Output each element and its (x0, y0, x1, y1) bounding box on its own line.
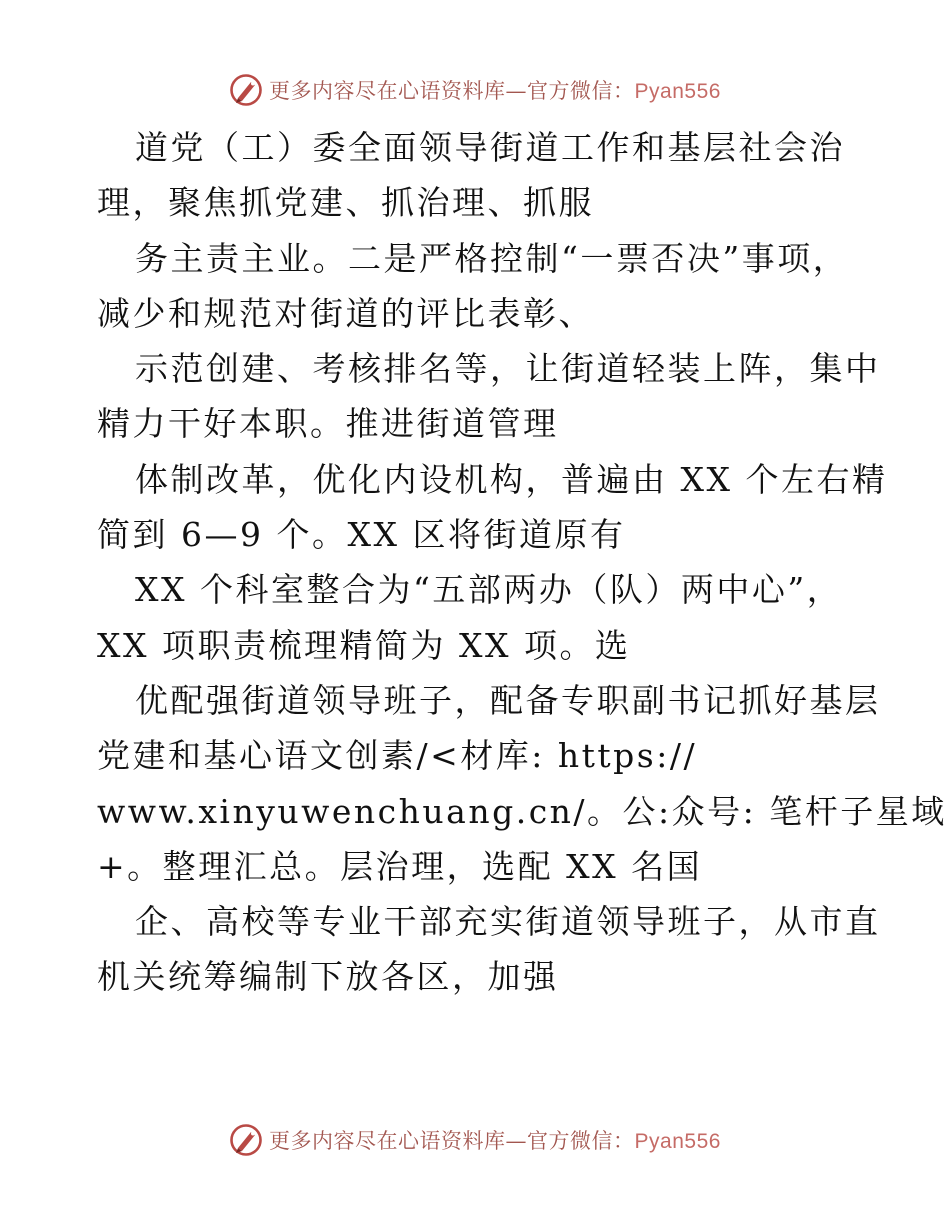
pen-logo-icon (229, 73, 263, 107)
document-line: +。整理汇总。层治理，选配 XX 名国 (97, 846, 703, 886)
document-line: 简到 6—9 个。XX 区将街道原有 (97, 515, 626, 555)
document-line: 减少和规范对街道的评比表彰、 (97, 293, 594, 333)
header-banner (0, 70, 950, 110)
document-line: 道党（工）委全面领导街道工作和基层社会治 (135, 128, 845, 167)
document-line: 党建和基心语文创素/<材库: https:// (97, 736, 698, 776)
document-line: 企、高校等专业干部充实街道领导班子，从市直 (135, 902, 881, 942)
document-line: 务主责主业。二是严格控制“一票否决”事项， (135, 238, 849, 278)
document-line: 体制改革，优化内设机构，普遍由 XX 个左右精 (135, 459, 888, 499)
document-line: XX 个科室整合为“五部两办（队）两中心”， (135, 570, 843, 610)
footer-banner-text (269, 1125, 721, 1155)
document-line: 示范创建、考核排名等，让街道轻装上阵，集中 (135, 349, 881, 389)
document-body (97, 120, 947, 1005)
footer-banner-wechat-id: Pyan556 (634, 1130, 721, 1153)
header-banner-text (269, 75, 721, 105)
pen-logo-icon (229, 1123, 263, 1157)
header-banner-cn: 更多内容尽在心语资料库—官方微信： (269, 79, 635, 103)
header-banner-wechat-id: Pyan556 (634, 80, 721, 103)
document-line: 理，聚焦抓党建、抓治理、抓服 (97, 183, 594, 223)
footer-banner (0, 1120, 950, 1160)
footer-banner-cn: 更多内容尽在心语资料库—官方微信： (269, 1129, 635, 1153)
document-line: 优配强街道领导班子，配备专职副书记抓好基层 (135, 680, 881, 720)
document-line: 机关统筹编制下放各区，加强 (97, 957, 559, 997)
document-line: 精力干好本职。推进街道管理 (97, 404, 559, 444)
document-line: XX 项职责梳理精简为 XX 项。选 (97, 625, 631, 665)
document-line: www.xinyuwenchuang.cn/。公:众号: 笔杆子星域 (97, 791, 947, 831)
